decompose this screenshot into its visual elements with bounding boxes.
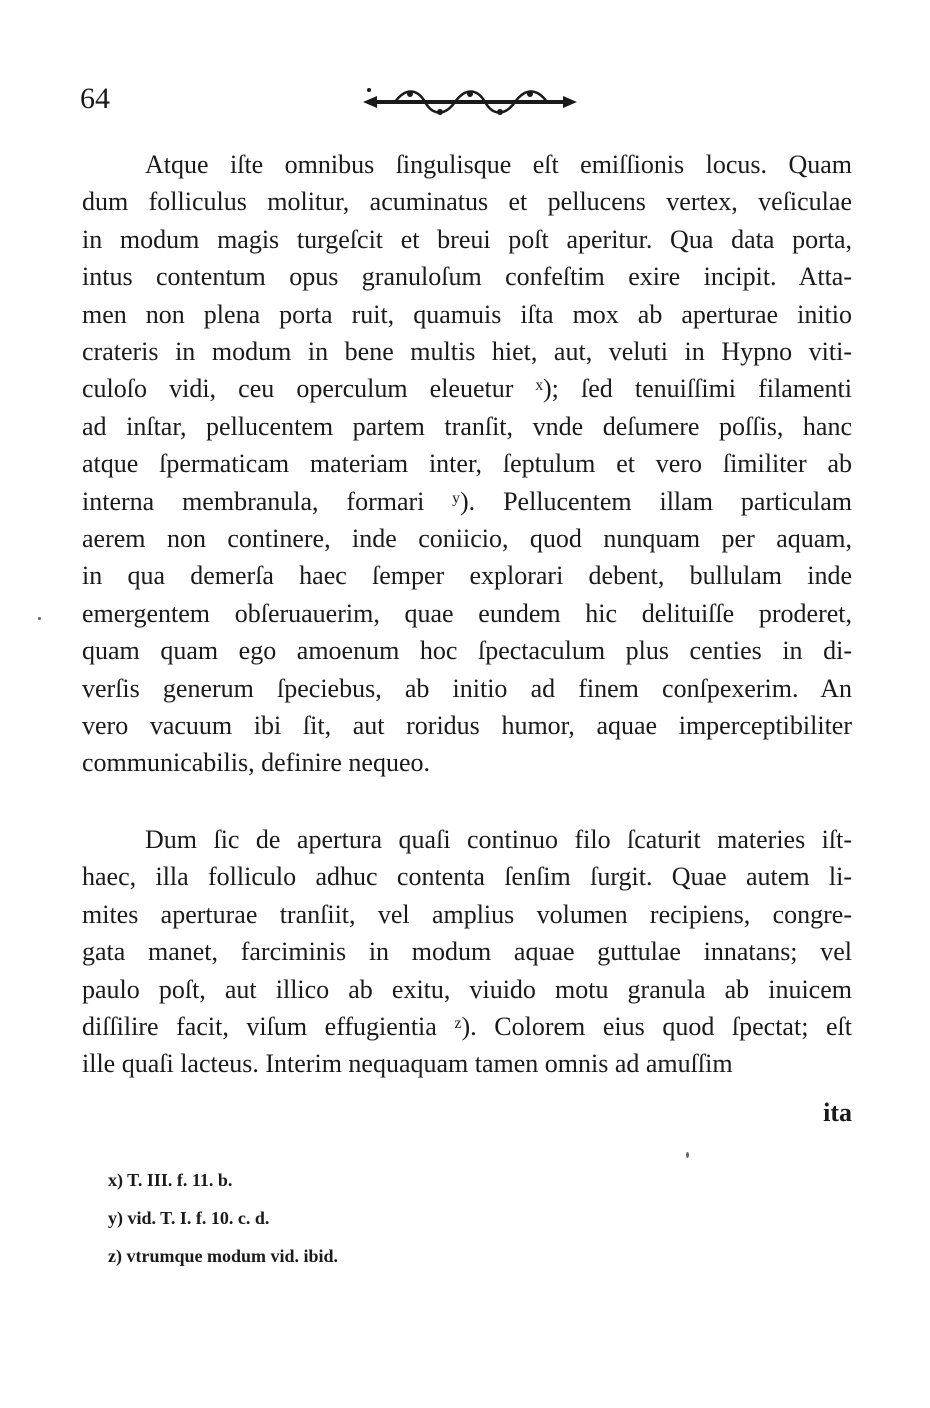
text-line: communicabilis, definire nequeo. [82, 748, 431, 778]
page-number: 64 [80, 82, 110, 115]
text-line: men non plena porta ruit, quamuis iſta mox ab aperturae initio [82, 299, 852, 329]
text-line: interna membranula, formari ʸ). Pellucentem illam particulam [82, 486, 852, 516]
text-line: Atque iſte omnibus ſingulisque eſt emiſſionis locus. Quam [145, 150, 852, 179]
text-line: in qua demerſa haec ſemper explorari debent, bullulam inde [82, 561, 852, 591]
text-line: atque ſpermaticam materiam inter, ſeptulum et vero ſimiliter ab [82, 449, 852, 479]
text-line: mites aperturae tranſiit, vel amplius volumen recipiens, congre- [82, 899, 852, 929]
text-line: paulo poſt, aut illico ab exitu, viuido motu granula ab inuicem [82, 974, 852, 1004]
text-line: emergentem obſeruauerim, quae eundem hic delituiſſe proderet, [82, 598, 852, 628]
text-line: haec, illa folliculo adhuc contenta ſenſim ſurgit. Quae autem li- [82, 862, 852, 892]
text-line: culoſo vidi, ceu operculum eleuetur ˣ); ſed tenuiſſimi filamenti [82, 374, 852, 404]
text-line: verſis generum ſpeciebus, ab initio ad finem conſpexerim. An [82, 673, 852, 703]
footnote-x: x) T. III. f. 11. b. [108, 1170, 233, 1190]
text-line: vero vacuum ibi ſit, aut roridus humor, aquae imperceptibiliter [82, 711, 852, 740]
catchword: ita [823, 1098, 852, 1127]
text-line: aerem non continere, inde coniicio, quod nunquam per aquam, [82, 524, 852, 553]
text-line: intus contentum opus granuloſum confeſtim exire incipit. Atta- [82, 262, 852, 292]
text-line: quam quam ego amoenum hoc ſpectaculum plus centies in di- [82, 636, 852, 666]
text-line: ad inſtar, pellucentem partem tranſit, vnde deſumere poſſis, hanc [82, 411, 852, 441]
decorative-header-vine [355, 84, 585, 120]
footnote-z: z) vtrumque modum vid. ibid. [108, 1246, 339, 1266]
text-line: dum folliculus molitur, acuminatus et pellucens vertex, veſiculae [82, 187, 852, 217]
text-line: gata manet, farciminis in modum aquae guttulae innatans; vel [82, 937, 852, 967]
text-line: Dum ſic de apertura quaſi continuo filo ſcaturit materies iſt- [145, 825, 852, 854]
ink-speck [686, 1152, 689, 1158]
ink-speck [38, 617, 41, 620]
footnote-y: y) vid. T. I. f. 10. c. d. [108, 1208, 270, 1228]
text-line: diſſilire facit, viſum effugientia ᶻ). Colorem eius quod ſpectat; eſt [82, 1012, 852, 1041]
text-line: ille quaſi lacteus. Interim nequaquam tamen omnis ad amuſſim [82, 1049, 733, 1079]
text-line: in modum magis turgeſcit et breui poſt aperitur. Qua data porta, [82, 224, 852, 254]
text-line: crateris in modum in bene multis hiet, aut, veluti in Hypno viti- [82, 337, 852, 366]
